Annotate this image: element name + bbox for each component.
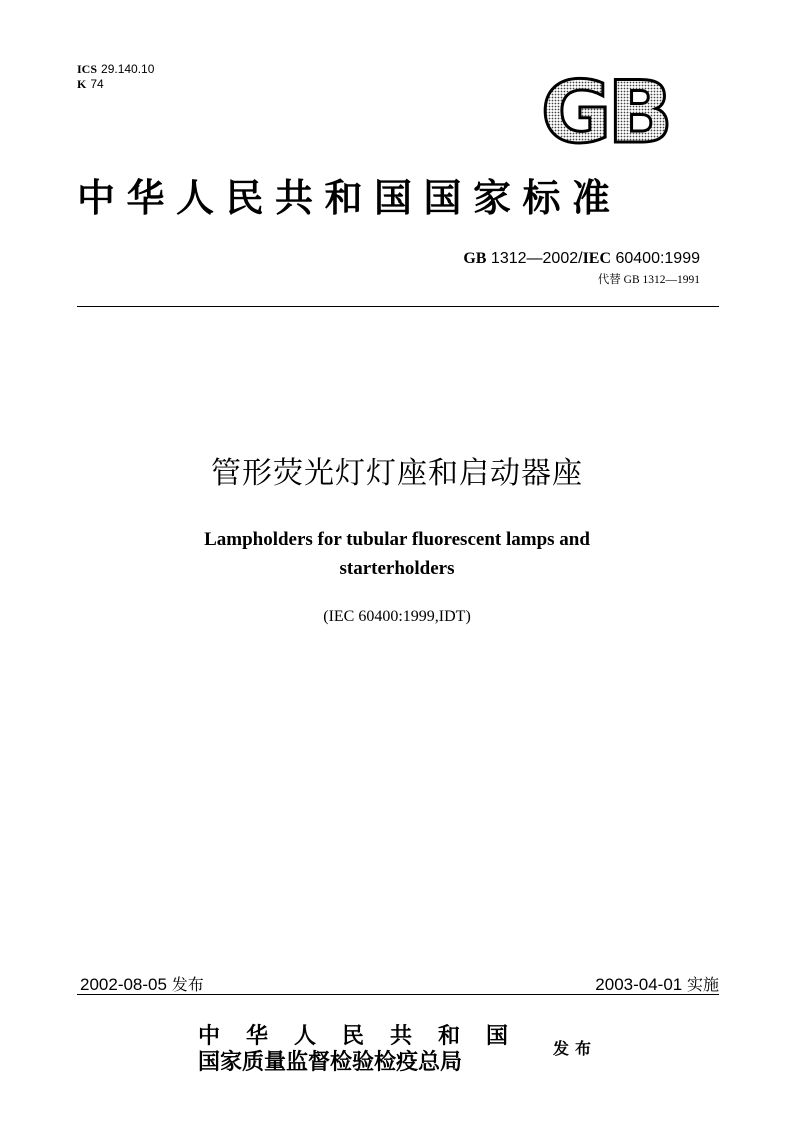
document-title-cn: 管形荧光灯灯座和启动器座 bbox=[211, 456, 583, 491]
ccs-label: K bbox=[77, 77, 87, 91]
issuer-line1: 中华人民共和国 bbox=[198, 1024, 535, 1049]
header-rule bbox=[77, 306, 719, 307]
document-title-en-line1: Lampholders for tubular fluorescent lamps and bbox=[204, 529, 590, 550]
gb-logo-text: GB bbox=[540, 72, 670, 148]
national-standard-title: 中华人民共和国国家标准 bbox=[77, 176, 622, 220]
issue-date-label: 发布 bbox=[171, 975, 204, 994]
ics-value: 29.140.10 bbox=[101, 62, 155, 76]
gb-logo bbox=[530, 72, 676, 148]
document-title-en bbox=[0, 525, 794, 583]
iec-equivalence: (IEC 60400:1999,IDT) bbox=[323, 608, 471, 625]
issue-date-value: 2002-08-05 bbox=[80, 975, 167, 994]
standard-gb-prefix: GB bbox=[463, 250, 487, 267]
implementation-date bbox=[595, 972, 719, 995]
issue-date bbox=[80, 972, 204, 995]
standard-gb-number: 1312—2002/ bbox=[490, 250, 583, 267]
implementation-date-label: 实施 bbox=[686, 975, 719, 994]
issuing-authority bbox=[198, 1024, 534, 1076]
standard-number bbox=[463, 250, 700, 268]
issuer-line2: 国家质量监督检验检疫总局 bbox=[198, 1050, 463, 1075]
implementation-date-value: 2003-04-01 bbox=[595, 975, 683, 994]
ics-label: ICS bbox=[77, 62, 98, 76]
replaces-note: 代替 GB 1312—1991 bbox=[597, 274, 700, 286]
standard-iec-number: 60400:1999 bbox=[615, 250, 700, 267]
ccs-code bbox=[77, 77, 154, 92]
standard-iec-prefix: IEC bbox=[582, 250, 612, 267]
ics-code bbox=[77, 62, 154, 77]
ccs-value: 74 bbox=[90, 77, 104, 91]
publish-label: 发布 bbox=[553, 1039, 598, 1058]
document-title-en-line2: starterholders bbox=[339, 558, 455, 579]
footer-rule bbox=[77, 994, 719, 995]
classification-codes bbox=[77, 62, 154, 92]
